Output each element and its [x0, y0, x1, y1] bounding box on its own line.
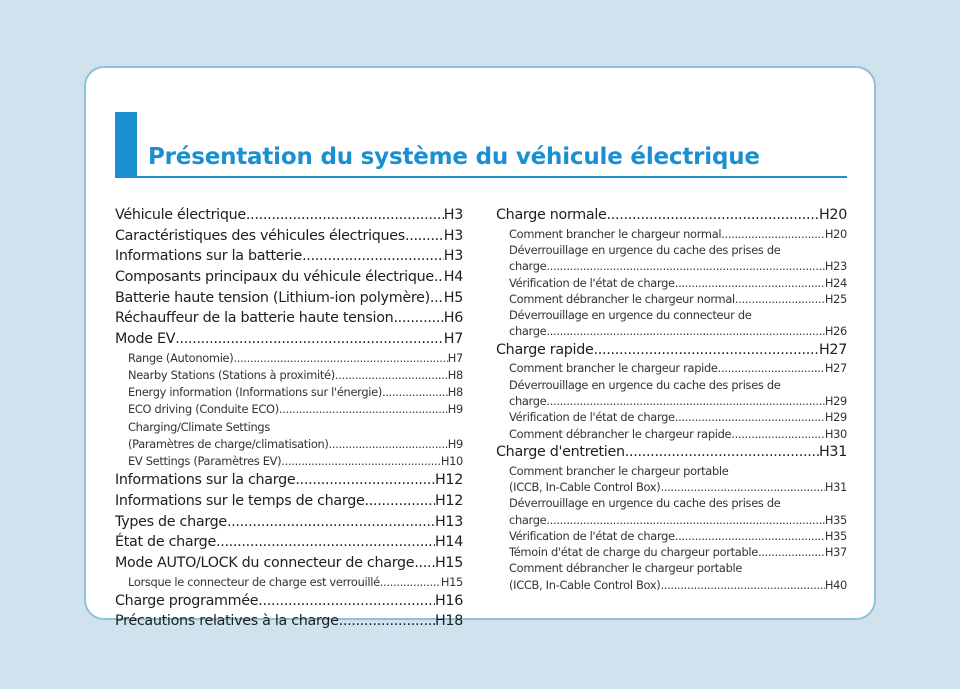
toc-page-number: H40	[824, 577, 847, 592]
toc-entry-label: Charge programmée	[115, 592, 259, 609]
toc-dot-leader	[434, 267, 444, 288]
toc-section-entry[interactable]	[115, 491, 463, 512]
toc-subsection-entry[interactable]	[496, 512, 847, 528]
toc-entry-label: Comment débrancher le chargeur rapide	[509, 426, 732, 441]
toc-page-number: H35	[824, 512, 847, 527]
toc-dot-leader	[405, 226, 444, 247]
toc-page-number: H24	[824, 275, 847, 290]
toc-entry-continued[interactable]: Déverrouillage en urgence du cache des prises de	[509, 377, 781, 392]
toc-dot-leader	[625, 442, 819, 463]
toc-dot-leader	[721, 226, 825, 242]
toc-dot-leader	[258, 591, 435, 612]
toc-subsection-entry[interactable]	[496, 544, 847, 560]
toc-dot-leader	[380, 574, 441, 591]
toc-subsection-entry[interactable]	[496, 577, 847, 593]
toc-entry-label: Comment brancher le chargeur rapide	[509, 361, 718, 376]
toc-entry-label: charge	[509, 394, 547, 409]
toc-subsection-entry[interactable]	[496, 393, 847, 409]
toc-dot-leader	[279, 401, 448, 418]
toc-dot-leader	[546, 258, 824, 274]
toc-entry-label: Energy information (Informations sur l'énergie)	[128, 385, 383, 400]
toc-entry-label: Charge d'entretien	[496, 443, 625, 460]
toc-page-number: H37	[824, 545, 847, 560]
toc-dot-leader	[233, 350, 447, 367]
toc-page-number: H26	[824, 324, 847, 339]
toc-entry-label: ECO driving (Conduite ECO)	[128, 402, 279, 417]
toc-section-entry[interactable]	[115, 532, 463, 553]
toc-page-number: H3	[443, 207, 463, 223]
toc-entry-label: EV Settings (Paramètres EV)	[128, 453, 282, 468]
toc-page-number: H8	[447, 368, 463, 382]
toc-dot-leader	[675, 409, 825, 425]
toc-section-entry[interactable]	[115, 308, 463, 329]
toc-page-number: H20	[824, 226, 847, 241]
toc-subsection-entry[interactable]	[496, 275, 847, 291]
toc-entry-continued[interactable]: Déverrouillage en urgence du cache des prises de	[509, 242, 781, 257]
toc-dot-leader	[382, 384, 448, 401]
toc-entry-label: Mode EV	[115, 331, 176, 348]
toc-entry-label: Vérification de l'état de charge	[509, 410, 675, 425]
toc-page-number: H7	[447, 350, 463, 365]
toc-section-entry[interactable]	[115, 512, 463, 533]
toc-page-number: H23	[824, 259, 847, 274]
toc-subsection-entry[interactable]	[496, 291, 847, 307]
toc-right-column	[496, 205, 847, 593]
toc-entry-continued[interactable]: Comment débrancher le chargeur portable	[509, 561, 743, 576]
toc-dot-leader	[546, 512, 824, 528]
toc-entry-label: charge	[509, 512, 547, 527]
toc-entry-label: Véhicule électrique	[115, 207, 246, 223]
toc-subsection-entry[interactable]	[115, 350, 463, 367]
toc-dot-leader	[246, 205, 444, 226]
toc-subsection-entry[interactable]	[115, 401, 463, 418]
toc-entry-label: Types de charge	[115, 513, 227, 530]
toc-entry-label: Comment débrancher le chargeur normal	[509, 291, 735, 306]
toc-entry-label: Lorsque le connecteur de charge est verrouillé	[128, 574, 380, 589]
toc-page-number: H12	[434, 492, 463, 509]
toc-left-column	[115, 205, 463, 632]
toc-section-entry[interactable]	[115, 288, 463, 309]
toc-entry-label: Informations sur la batterie	[115, 248, 303, 265]
toc-page-number: H12	[434, 472, 463, 489]
toc-page-number: H29	[824, 394, 847, 409]
toc-dot-leader	[546, 323, 824, 339]
toc-subsection-entry[interactable]	[115, 367, 463, 384]
toc-entry-label: charge	[509, 324, 547, 339]
toc-entry-label: Vérification de l'état de charge	[509, 528, 675, 543]
toc-entry-label: Composants principaux du véhicule électrique	[115, 269, 434, 286]
toc-dot-leader	[216, 532, 435, 553]
toc-dot-leader	[660, 479, 824, 495]
toc-section-entry[interactable]	[115, 611, 463, 632]
toc-dot-leader	[227, 512, 435, 533]
toc-dot-leader	[660, 577, 824, 593]
toc-dot-leader	[295, 470, 435, 491]
toc-page-number: H4	[443, 269, 463, 286]
toc-section-entry[interactable]	[115, 246, 463, 267]
toc-page-number: H9	[447, 402, 463, 417]
toc-page-number: H29	[824, 410, 847, 425]
toc-dot-leader	[302, 246, 444, 267]
toc-subsection-entry[interactable]	[496, 323, 847, 339]
toc-entry-label: Range (Autonomie)	[128, 350, 234, 365]
toc-subsection-entry[interactable]	[496, 426, 847, 442]
title-underline	[115, 176, 847, 178]
toc-section-entry[interactable]	[115, 470, 463, 491]
toc-entry-continued[interactable]: Déverrouillage en urgence du cache des prises de	[509, 496, 781, 511]
toc-entry-label: Vérification de l'état de charge	[509, 275, 675, 290]
toc-page-number: H18	[434, 613, 463, 630]
toc-section-entry[interactable]	[115, 329, 463, 350]
toc-entry-label: Informations sur la charge	[115, 472, 296, 489]
toc-subsection-entry[interactable]	[496, 528, 847, 544]
toc-section-entry[interactable]	[115, 205, 463, 226]
toc-entry-label: (Paramètres de charge/climatisation)	[128, 436, 329, 451]
toc-page-number: H15	[434, 554, 463, 571]
toc-dot-leader	[718, 360, 825, 376]
toc-page-number: H13	[434, 513, 463, 530]
toc-subsection-entry[interactable]	[496, 360, 847, 376]
toc-page-number: H8	[447, 385, 463, 400]
toc-page-number: H31	[824, 479, 847, 494]
toc-dot-leader	[365, 491, 435, 512]
toc-dot-leader	[735, 291, 825, 307]
toc-page-number: H35	[824, 528, 847, 543]
toc-page-number: H27	[818, 341, 847, 358]
toc-section-entry[interactable]	[115, 267, 463, 288]
toc-entry-label: Réchauffeur de la batterie haute tension	[115, 310, 394, 327]
page-title: Présentation du système du véhicule électrique	[148, 144, 760, 170]
toc-subsection-entry[interactable]	[496, 258, 847, 274]
toc-entry-label: État de charge	[115, 534, 216, 551]
toc-entry-label: Précautions relatives à la charge	[115, 613, 339, 630]
toc-entry-label: Charge rapide	[496, 341, 594, 358]
toc-page-number: H5	[443, 289, 463, 306]
toc-page-number: H10	[440, 453, 463, 468]
toc-page-number: H31	[818, 443, 847, 460]
toc-subsection-entry[interactable]	[496, 409, 847, 425]
toc-entry-label: Informations sur le temps de charge	[115, 492, 365, 509]
toc-entry-label: Nearby Stations (Stations à proximité)	[128, 368, 335, 382]
toc-entry-label: Charge normale	[496, 207, 607, 223]
toc-dot-leader	[339, 611, 435, 632]
toc-subsection-entry[interactable]	[115, 574, 463, 591]
toc-page-number: H3	[443, 227, 463, 244]
toc-entry-continued[interactable]: Comment brancher le chargeur portable	[509, 463, 729, 478]
toc-page-number: H27	[824, 361, 847, 376]
toc-dot-leader	[675, 275, 825, 291]
toc-dot-leader	[758, 544, 825, 560]
toc-subsection-entry[interactable]	[496, 479, 847, 495]
title-accent-bar	[115, 112, 137, 178]
toc-page-number: H25	[824, 291, 847, 306]
toc-entry-label: Caractéristiques des véhicules électriques	[115, 227, 405, 244]
toc-entry-continued[interactable]: Charging/Climate Settings	[128, 419, 270, 434]
toc-entry-label: Comment brancher le chargeur normal	[509, 226, 722, 241]
toc-subsection-entry[interactable]	[115, 436, 463, 453]
toc-entry-label: Mode AUTO/LOCK du connecteur de charge	[115, 554, 415, 571]
toc-page-number: H9	[447, 436, 463, 451]
toc-page-number: H30	[824, 426, 847, 441]
toc-page-number: H14	[434, 534, 463, 551]
toc-section-entry[interactable]	[496, 442, 847, 463]
toc-entry-label: Batterie haute tension (Lithium-ion polymère)	[115, 289, 430, 306]
toc-entry-continued[interactable]: Déverrouillage en urgence du connecteur de	[509, 308, 752, 323]
toc-section-entry[interactable]	[115, 226, 463, 247]
toc-dot-leader	[731, 426, 825, 442]
toc-dot-leader	[175, 329, 444, 350]
toc-dot-leader	[335, 367, 448, 384]
toc-page-number: H20	[818, 207, 847, 223]
toc-page-number: H16	[434, 592, 463, 609]
toc-section-entry[interactable]	[115, 591, 463, 612]
toc-entry-label: charge	[509, 259, 547, 274]
toc-page-number: H3	[443, 248, 463, 265]
toc-page-number: H7	[443, 331, 463, 348]
toc-subsection-entry[interactable]	[115, 384, 463, 401]
toc-dot-leader	[414, 553, 435, 574]
toc-subsection-entry[interactable]	[115, 453, 463, 470]
toc-dot-leader	[430, 288, 444, 309]
toc-dot-leader	[675, 528, 825, 544]
toc-dot-leader	[594, 340, 819, 361]
toc-entry-label: (ICCB, In-Cable Control Box)	[509, 577, 661, 592]
toc-subsection-entry[interactable]	[496, 226, 847, 242]
toc-dot-leader	[393, 308, 443, 329]
toc-section-entry[interactable]	[496, 205, 847, 226]
toc-entry-label: (ICCB, In-Cable Control Box)	[509, 479, 661, 494]
toc-section-entry[interactable]	[496, 340, 847, 361]
toc-page-number: H15	[440, 574, 463, 589]
toc-dot-leader	[281, 453, 441, 470]
toc-section-entry[interactable]	[115, 553, 463, 574]
toc-dot-leader	[607, 205, 819, 226]
toc-dot-leader	[329, 436, 448, 453]
toc-page-number: H6	[443, 310, 463, 327]
toc-entry-label: Témoin d'état de charge du chargeur portable	[509, 545, 758, 560]
toc-dot-leader	[546, 393, 824, 409]
